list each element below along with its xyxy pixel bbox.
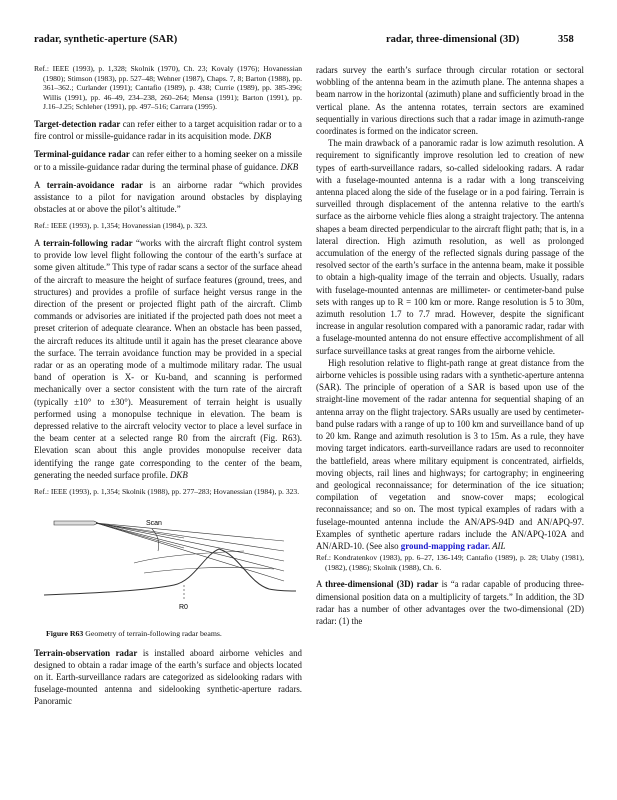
term-terminal-guidance-radar: Terminal-guidance radar (34, 149, 130, 160)
entry-text: is installed aboard airborne vehicles and designed to obtain a radar image of the earth’s surface and objects located on it. Earth-surveillance radars are categorized as sidelooking radars with fuselage-mounted antenna and sidelooking synthetic-aperture radars. Panoramic (34, 647, 302, 707)
term-target-detection-radar: Target-detection radar (34, 118, 121, 129)
term-terrain-observation-radar: Terrain-observation radar (34, 647, 138, 658)
entry-author: DKB (253, 131, 272, 142)
paragraph-panoramic: radars survey the earth’s surface through circular rotation or sectoral wobbling of the antenna beam in the azimuth plane. The antenna shapes a beam narrow in the horizontal (azimuth) plane and sufficiently broad in the vertical plane. As the antenna rotates, terrain sectors are examined sequentially in various directions such that a radar image in azimuth-range coordinates is formed on the indicator screen. (316, 65, 584, 137)
entry-prefix: A (34, 237, 44, 248)
entry-terminal-guidance-radar (34, 148, 302, 172)
entry-author: DKB (170, 469, 188, 480)
entry-text: “works with the aircraft flight control system to provide low level flight following the contour of the earth’s surface at some given altitude.” This type of radar scans a sector of the surface ahead of the aircraft to measure the height of surface features (ground, trees, and structures) and provides a profile of surface height versus range in the direction of the present or projected flight path of the aircraft. Climb commands or advisories are initiated if the projected path does not meet a preset criterion of adequate clearance. When an obstacle has been passed, the aircraft reduces its altitude until it again has the preset clearance above the surface. The terrain avoidance function may be provided in a special radar or as an operating mode of a multimode military radar. The usual band of operation is X- or Ku-band, and scanning is performed mechanically over a sector consistent with the turn rate of the aircraft (typically ±10° to ±30°). Measurement of terrain height is usually performed using a monopulse technique in elevation. The beam is depressed relative to the aircraft velocity vector to place a level surface in the beam center at a selected range R0 from the aircraft (Fig. R63). Elevation scan about this angle provides monopulse receiver data identifying the range gate corresponding to the center of the beam, generating the needed surface profile. (34, 237, 302, 480)
entry-terrain-avoidance-radar (34, 179, 302, 216)
aircraft-shape (54, 521, 98, 525)
entry-text: can refer either to a homing seeker on a missile or to a missile-guidance radar during the terminal phase of guidance. (34, 149, 302, 172)
reference-terrain-observation: Ref.: Kondratenkov (1983), pp. 6–27, 136-149; Cantafio (1989), p. 28; Ulaby (1981), (1982), (1986); Skolnik (1988), Ch. 6. (316, 553, 584, 572)
entry-text: is an airborne radar “which provides assistance to a pilot for navigation around obstacles by displaying obstacles at or above the pilot’s altitude.” (34, 179, 302, 215)
entry-author: AIL (490, 540, 506, 551)
reference-terrain-following: Ref.: IEEE (1993), p. 1,354; Skolnik (1988), pp. 277–283; Hovanessian (1984), p. 323. (34, 487, 300, 497)
entry-author: DKB (280, 161, 299, 172)
figure-r63 (34, 503, 302, 623)
terrain-following-diagram (34, 503, 302, 623)
reference-terrain-avoidance: Ref.: IEEE (1993), p. 1,354; Hovanessian (1984), p. 323. (34, 221, 208, 231)
link-ground-mapping-radar[interactable]: ground-mapping radar. (400, 540, 491, 551)
entry-terrain-observation-radar (34, 647, 302, 708)
paragraph-sar-text: High resolution relative to flight-path range at great distance from the airborne vehicles is possible using radars with a synthetic-aperture antenna (SAR). The principle of operation of a SAR is based upon use of the straight-line movement of the radar antenna for sequential shaping of an antenna array on the flight trajectory. SARs usually are used by centimeter-band pulse radars with a range of up to 100 km and surveillance band of up to 20 km. Range and azimuth resolution is 3 to 15m. As a rule, they have moving target indicators. earth-surveillance radars are used to reconnoiter the battlefield, areas where military equipment is concentrated, airfields, moving objects, rail lines and highways; for cartography; in engineering and geological reconnaissance; for determination of the ice situation; compilation of vegetation and snow-cover maps; ecological reconnaissance; and so on. The most typical examples of radars with a fuselage-mounted antenna include the AN/APS-94D and AN/APQ-97. Examples of synthetic aperture radars include the AN/APQ-102A and AN/ARD-10. (See also (316, 357, 584, 551)
entry-prefix: A (34, 179, 47, 190)
term-three-dimensional-radar: three-dimensional (3D) radar (325, 579, 439, 590)
label-r0: R0 (179, 603, 188, 611)
reference-sar: Ref.: IEEE (1993), p. 1,328; Skolnik (1970), Ch. 23; Kovaly (1976); Hovanessian (1980); Stimson (1983), pp. 527–48; Wehner (1987), Chaps. 7, 8; Barton (1988), pp. 361–362.; Curlander (1991); Cantafio (1989), p. 438; Currie (1989), pp. 385-396; Willis (1991), pp. 46–49, 234–238, 260–264; Mensa (1991); Barton (1991), pp. J.16–J.25; Schleher (1991), pp. 497–516; Carrara (1995). (34, 64, 302, 112)
paragraph-sar (316, 357, 584, 552)
entry-terrain-following-radar (34, 237, 302, 481)
paragraph-sidelooking: The main drawback of a panoramic radar is low azimuth resolution. A requirement to significantly improve resolution led to creation of new types of earth-surveillance radars, so-called sidelooking radars. A radar with a fuselage-mounted antenna is a radar with a long transceiving antenna placed along the side of the fuselage or in a pod fairing. Terrain is surveilled through displacement of the antenna relative to the earth's surface as the airborne vehicle flies along a straight trajectory. The antenna shapes a beam directed perpendicular to the aircraft flight path; that is, in a lateral direction. High azimuth resolution, as well as prolonged accumulation of the energy of the reflected signals during passage of the resolved sector of the earth’s surface in the antenna beam, make it possible to obtain a high-quality image of the terrain and objects. Usually, radars with fuselage-mounted antennas are millimeter- or centimeter-band pulse sets with ranges up to R = 100 km or more. Range resolution is 5 to 30m, azimuth resolution 1.7 to 7.7 mrad. However, despite the significant increase in angular resolution compared with a panoramic radar, radar with a fuselage-mounted antenna do not ensure effective accomplishment of all surface surveillance tasks at great ranges from the airborne vehicle. (316, 138, 584, 356)
entry-text: can refer either to a target acquisition radar or to a fire control or missile-guidance radar in its acquisition mode. (34, 118, 302, 142)
figure-caption-text: Geometry of terrain-following radar beams. (83, 628, 222, 638)
label-scan: Scan (146, 519, 162, 527)
figure-caption (46, 629, 302, 639)
running-header-left: radar, synthetic-aperture (SAR) (34, 34, 178, 45)
right-column (316, 64, 584, 633)
left-column (34, 64, 302, 714)
page-number: 358 (558, 34, 574, 45)
entry-prefix: A (316, 579, 326, 590)
beam-line (96, 523, 284, 561)
term-terrain-avoidance-radar: terrain-avoidance radar (46, 179, 143, 190)
entry-target-detection-radar (34, 118, 302, 142)
entry-three-dimensional-radar (316, 578, 584, 627)
term-terrain-following-radar: terrain-following radar (43, 237, 133, 248)
entry-text: is “a radar capable of producing three-dimensional position data on a multiplicity of targets.” In addition, the 3D radar has a number of other advantages over the two-dimensional (2D) radar: (1) the (316, 579, 584, 626)
running-header-right: radar, three-dimensional (3D) (386, 34, 520, 45)
figure-caption-label: Figure R63 (46, 628, 84, 638)
